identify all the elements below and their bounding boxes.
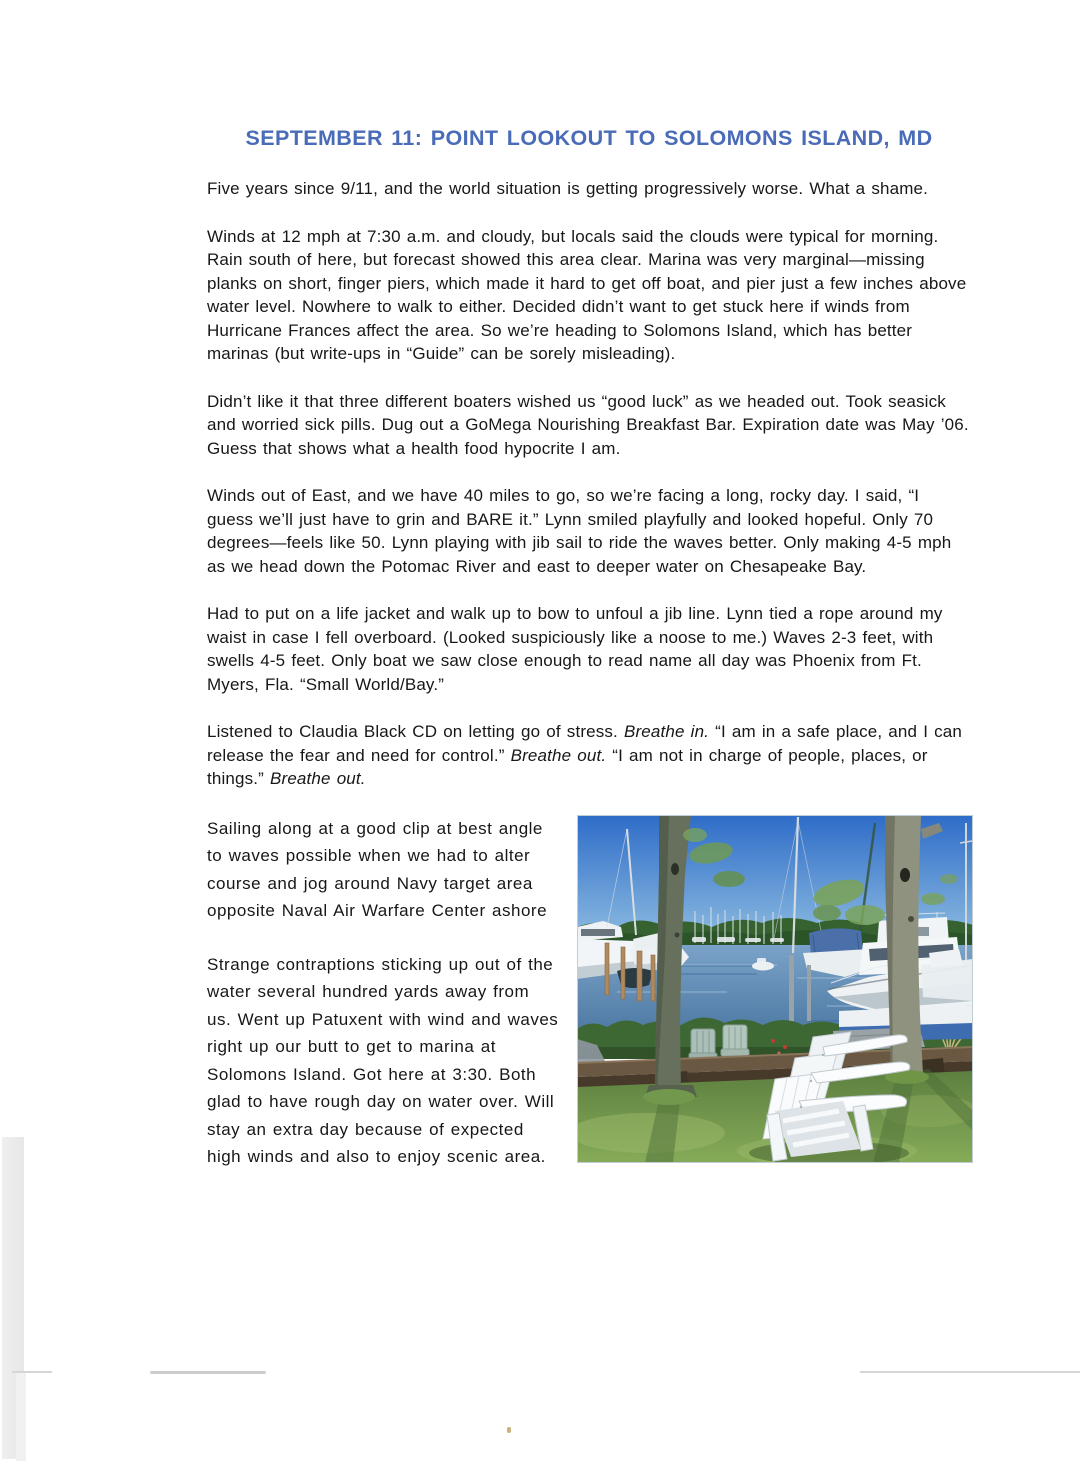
journal-content <box>207 126 971 1197</box>
marina-photo-illustration <box>577 815 973 1163</box>
journal-paragraph: Listened to Claudia Black CD on letting go of stress. Breathe in. “I am in a safe place, and I can release the fear and need for control.” Breathe out. “I am not in charge of people, places, or things.” Breathe out. <box>207 722 962 788</box>
journal-paragraph: Winds at 12 mph at 7:30 a.m. and cloudy, but locals said the clouds were typical for morning. Rain south of here, but forecast showed this area clear. Marina was very marginal—missing planks on short, finger piers, which made it hard to get off boat, and pier just a few inches above water level. Nowhere to walk to either. Decided didn’t want to get stuck here if winds from Hurricane Frances affect the area. So we’re heading to Solomons Island, which has better marinas (but write-ups in “Guide” can be sorely misleading). <box>207 226 967 363</box>
column-text <box>207 815 559 1197</box>
journal-paragraph: Five years since 9/11, and the world situation is getting progressively worse. What a shame. <box>207 179 929 198</box>
scan-artifact-line <box>12 1371 52 1373</box>
marina-photo <box>577 815 973 1163</box>
journal-paragraph: Strange contraptions sticking up out of the water several hundred yards away from us. Went up Patuxent with wind and waves right up our butt to get to marina at Solomons Island. Got here at 3:30. Both glad to have rough day on water over. Will stay an extra day because of expected high winds and also to enjoy scenic area. <box>207 954 559 1166</box>
page-title: SEPTEMBER 11: POINT LOOKOUT TO SOLOMONS ISLAND, MD <box>245 126 933 150</box>
journal-paragraph: Had to put on a life jacket and walk up to bow to unfoul a jib line. Lynn tied a rope around my waist in case I fell overboard. (Looked suspiciously like a noose to me.) Waves 2-3 feet, with swells 4-5 feet. Only boat we saw close enough to read name all day was Phoenix from Ft. Myers, Fla. “Small World/Bay.” <box>207 604 943 694</box>
two-column-section <box>207 815 971 1197</box>
journal-paragraph: Sailing along at a good clip at best angle to waves possible when we had to alter course and jog around Navy target area opposite Naval Air Warfare Center ashore <box>207 818 548 920</box>
scan-artifact-left-bar-lower <box>16 1373 26 1461</box>
journal-paragraph: Didn’t like it that three different boaters wished us “good luck” as we headed out. Took seasick and worried sick pills. Dug out a GoMega Nourishing Breakfast Bar. Expiration date was May ’06. Guess that shows what a health food hypocrite I am. <box>207 391 969 458</box>
scan-artifact-line <box>150 1371 266 1374</box>
scan-artifact-speck <box>507 1427 511 1433</box>
journal-paragraphs <box>207 177 971 791</box>
scan-artifact-line <box>860 1371 1080 1373</box>
journal-paragraph: Winds out of East, and we have 40 miles to go, so we’re facing a long, rocky day. I said, “I guess we’ll just have to grin and BARE it.” Lynn smiled playfully and looked hopeful. Only 70 degrees—feels like 50. Lynn playing with jib sail to ride the waves better. Only making 4-5 mph as we head down the Potomac River and east to deeper water on Chesapeake Bay. <box>207 486 952 576</box>
